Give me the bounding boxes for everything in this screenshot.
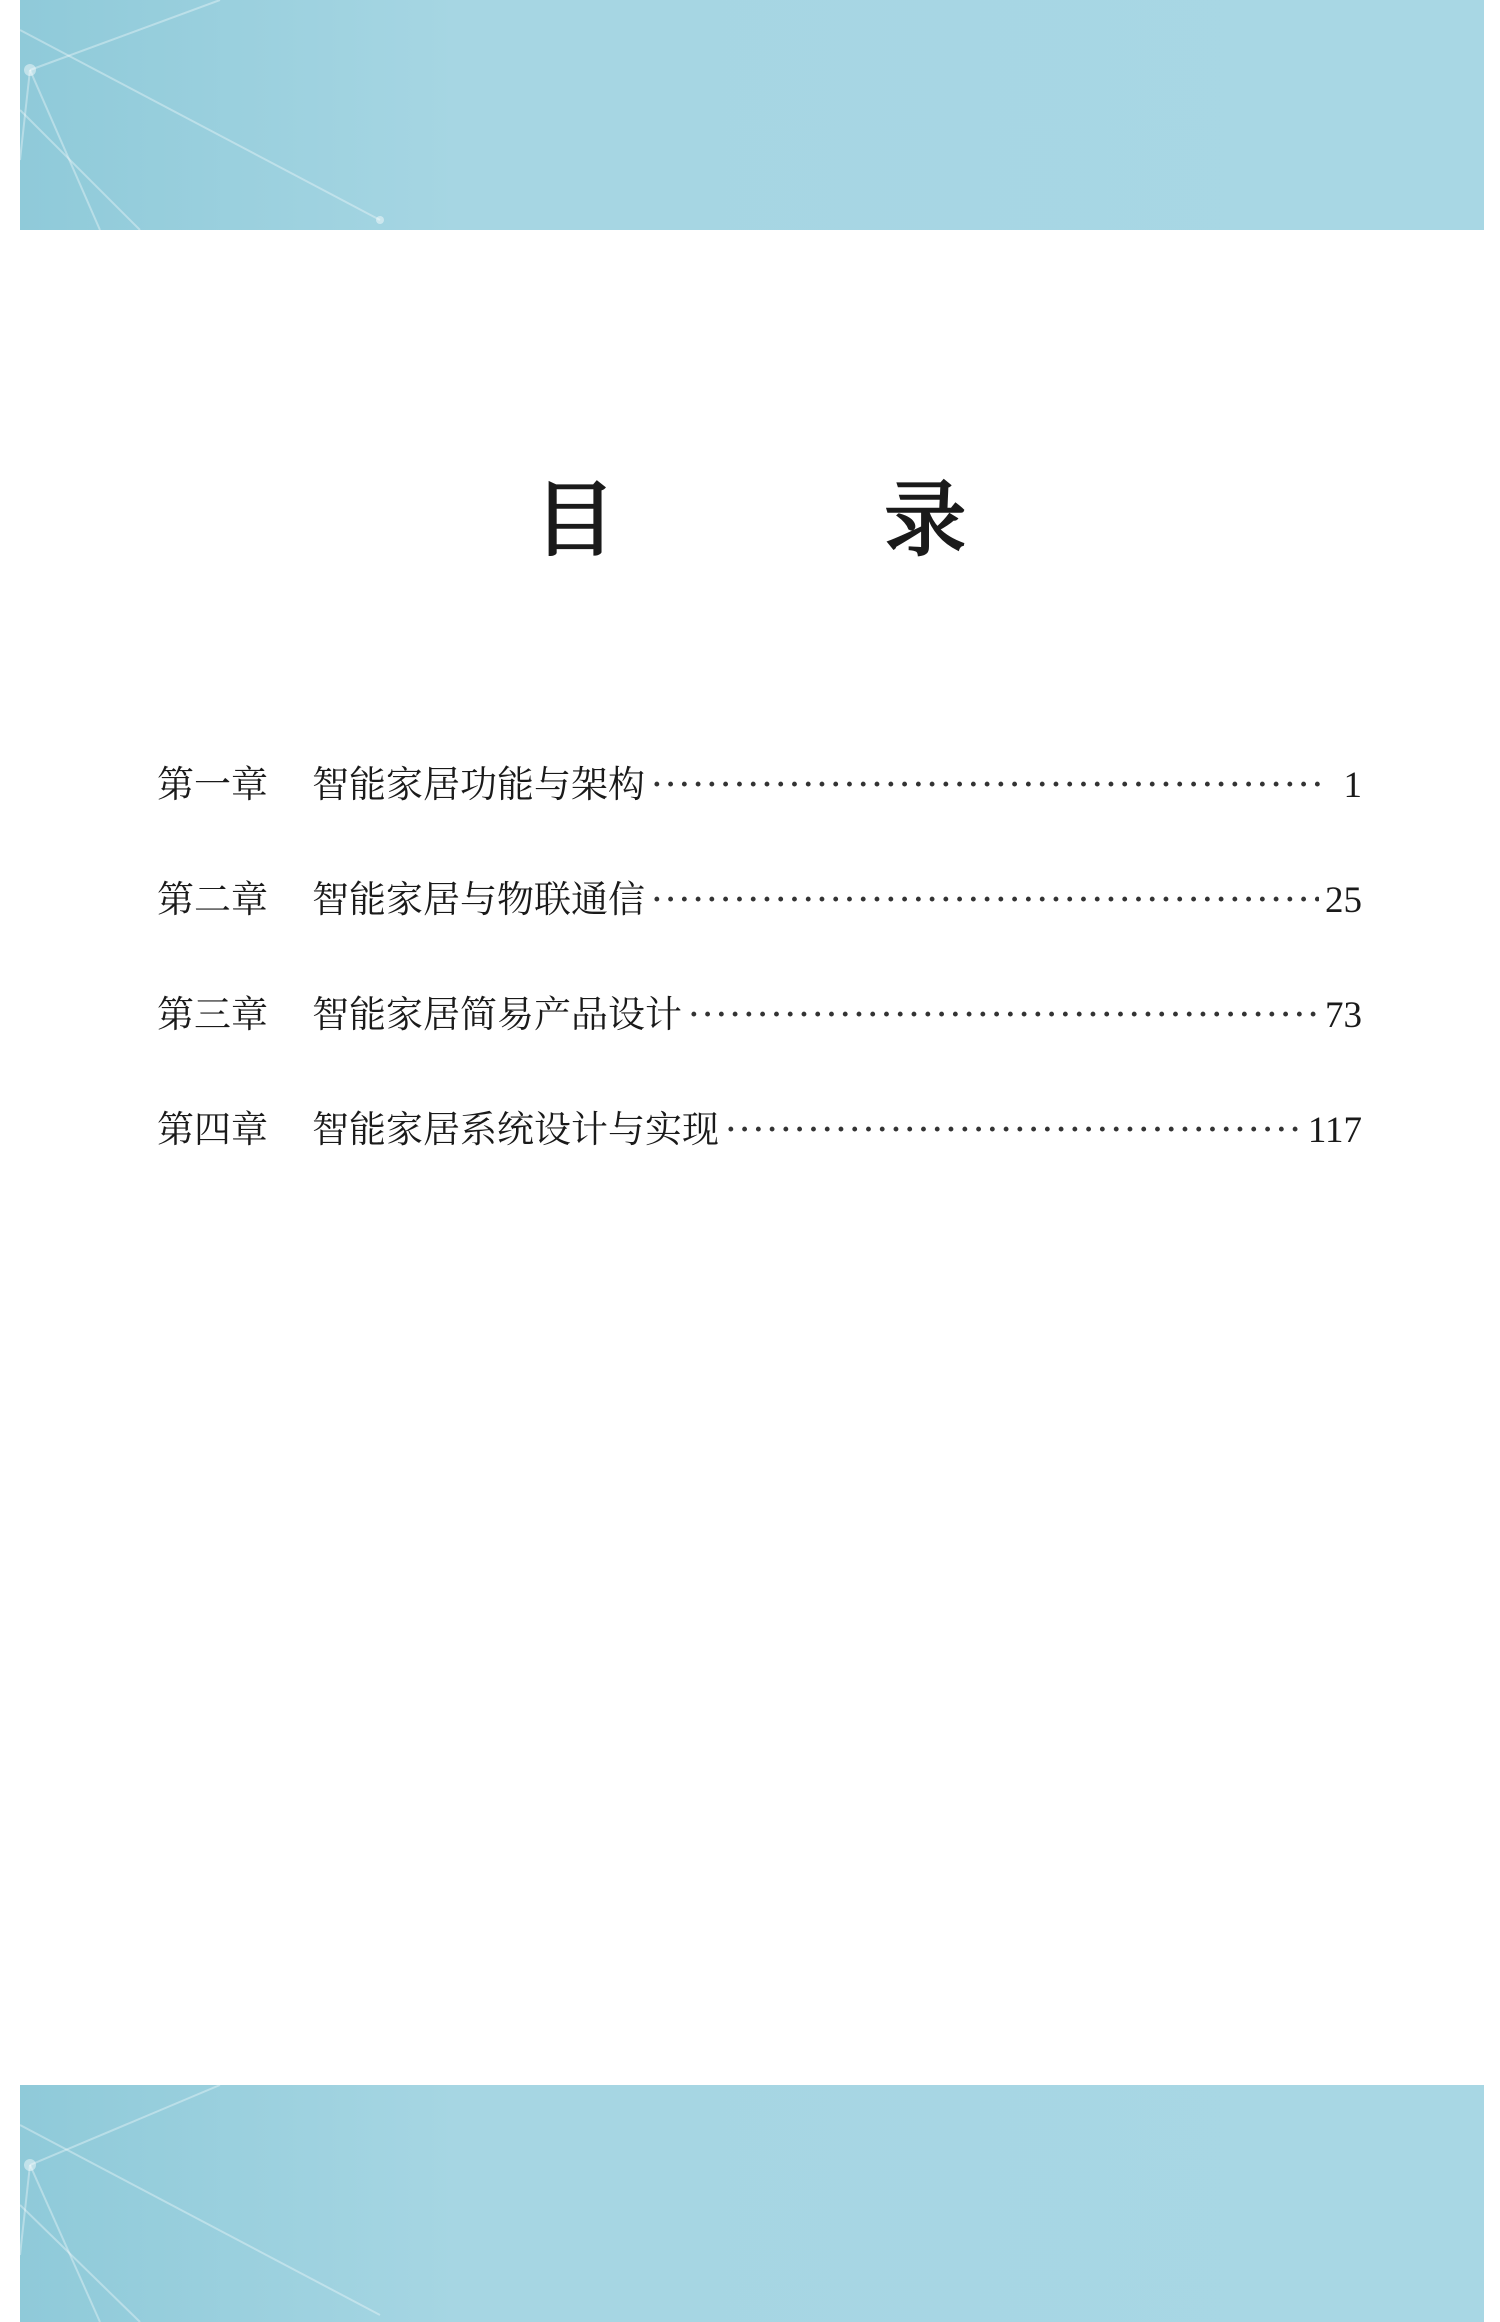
toc-chapter-title: 智能家居功能与架构 <box>312 763 645 806</box>
toc-chapter-title: 智能家居系统设计与实现 <box>312 1108 719 1151</box>
page-title: 目 录 <box>533 472 1087 568</box>
toc-entry-chapter-2[interactable] <box>157 875 1362 925</box>
toc-page-number: 1 <box>1343 765 1362 806</box>
toc-entry-chapter-3[interactable] <box>157 990 1362 1040</box>
toc-chapter-number: 第三章 <box>157 993 268 1036</box>
table-of-contents <box>157 760 1362 1220</box>
toc-dot-leader <box>651 875 1319 925</box>
top-decorative-band <box>20 0 1484 230</box>
network-lines-decoration <box>20 0 1484 230</box>
toc-dot-leader <box>725 1105 1302 1155</box>
toc-entry-chapter-1[interactable] <box>157 760 1362 810</box>
toc-chapter-number: 第一章 <box>157 763 268 806</box>
toc-page-number: 117 <box>1307 1110 1362 1151</box>
toc-chapter-title: 智能家居与物联通信 <box>312 878 645 921</box>
toc-entry-chapter-4[interactable] <box>157 1105 1362 1155</box>
bottom-decorative-band <box>20 2085 1484 2322</box>
toc-page-number: 25 <box>1325 880 1362 921</box>
toc-chapter-number: 第二章 <box>157 878 268 921</box>
network-lines-decoration <box>20 2085 1484 2322</box>
toc-dot-leader <box>688 990 1319 1040</box>
toc-chapter-number: 第四章 <box>157 1108 268 1151</box>
toc-chapter-title: 智能家居简易产品设计 <box>312 993 682 1036</box>
toc-dot-leader <box>651 760 1328 810</box>
toc-page-number: 73 <box>1325 995 1362 1036</box>
